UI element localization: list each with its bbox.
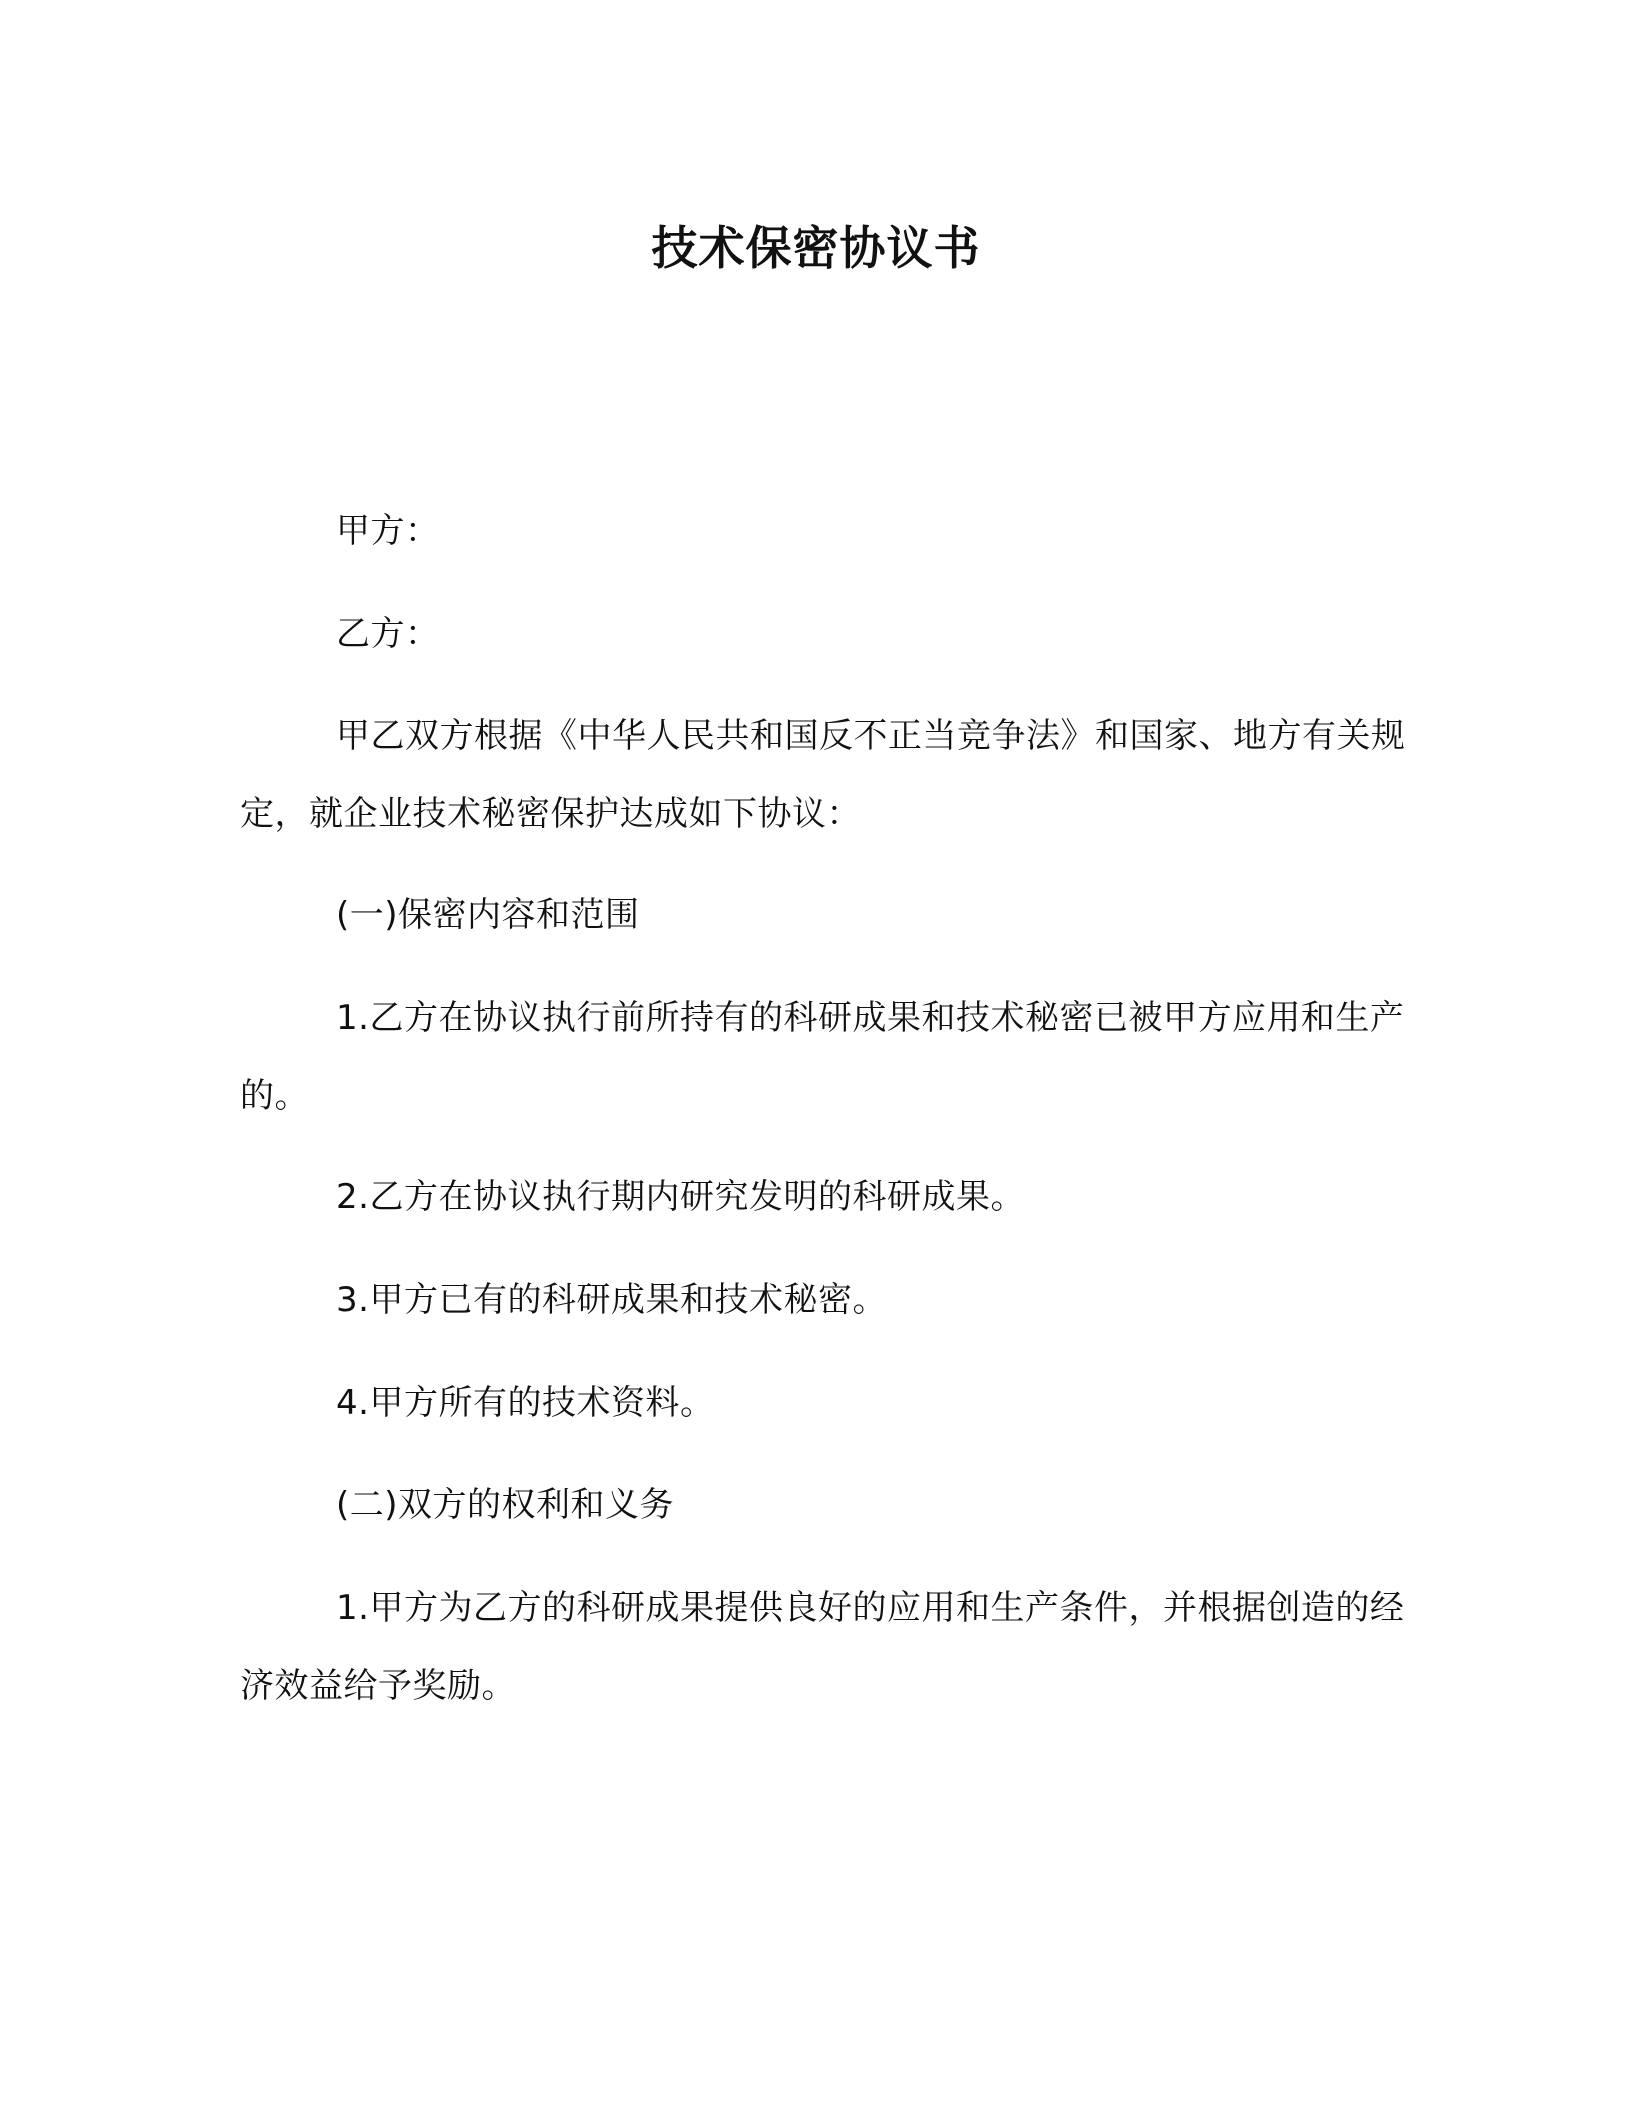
- party-b-label: 乙方：: [336, 614, 440, 654]
- section-1-item-3: 3.甲方已有的科研成果和技术秘密。: [336, 1280, 887, 1320]
- section-2-item-1: 1.甲方为乙方的科研成果提供良好的应用和生产条件，并根据创造的经济效益给予奖励。: [240, 1588, 1405, 1706]
- section-1-item-2: 2.乙方在协议执行期内研究发明的科研成果。: [336, 1177, 1025, 1217]
- section-2-heading: (二)双方的权利和义务: [336, 1485, 675, 1525]
- preamble-paragraph: 甲乙双方根据《中华人民共和国反不正当竞争法》和国家、地方有关规定，就企业技术秘密保护达成如下协议：: [240, 716, 1406, 834]
- section-1-heading: (一)保密内容和范围: [336, 895, 640, 935]
- section-1-item-1: 1.乙方在协议执行前所持有的科研成果和技术秘密已被甲方应用和生产的。: [240, 998, 1405, 1116]
- document-title: 技术保密协议书: [651, 221, 981, 275]
- section-1-item-4: 4.甲方所有的技术资料。: [336, 1383, 715, 1423]
- party-a-label: 甲方：: [336, 511, 440, 551]
